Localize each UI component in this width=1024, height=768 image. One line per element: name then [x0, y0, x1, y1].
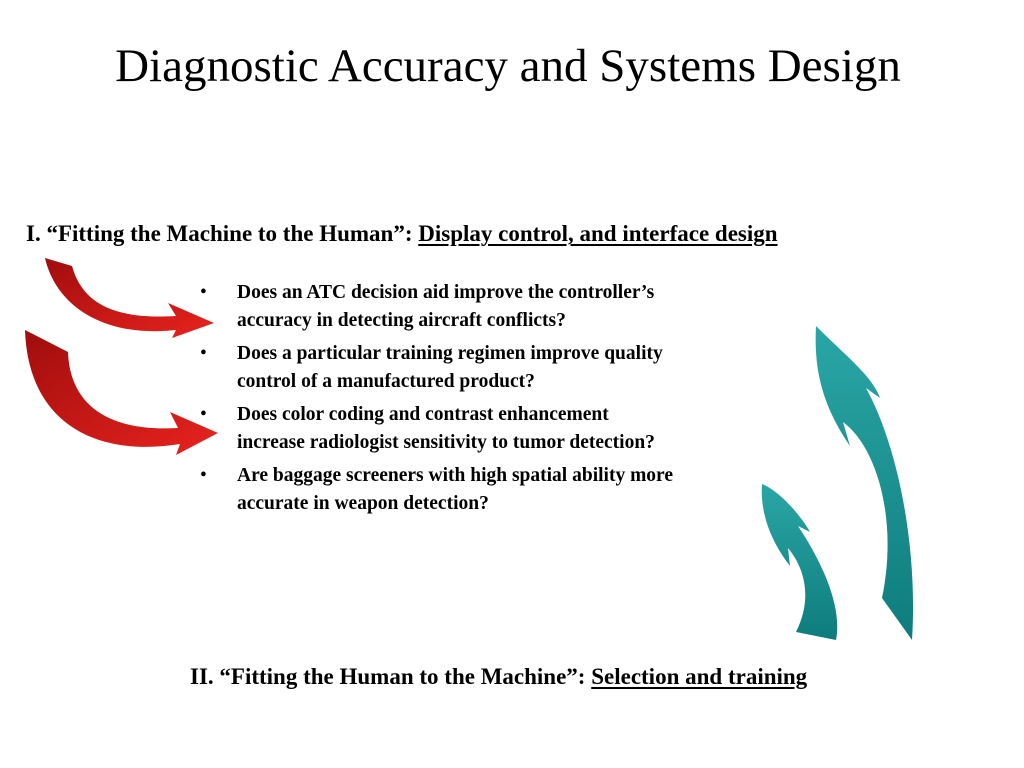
bullet-line: accurate in weapon detection? — [237, 493, 489, 514]
slide-title: Diagnostic Accuracy and Systems Design — [115, 40, 901, 92]
section-one-topic: Display control, and interface design — [418, 221, 778, 246]
list-item — [200, 279, 820, 335]
bullet-line: Are baggage screeners with high spatial ability more — [237, 465, 674, 486]
section-one-prefix: I. “Fitting the Machine to the Human”: — [26, 221, 419, 246]
bullet-line: Does a particular training regimen improve quality — [237, 343, 663, 364]
list-item — [200, 340, 820, 396]
bullet-line: increase radiologist sensitivity to tumor detection? — [237, 432, 655, 453]
bullet-line: control of a manufactured product? — [237, 371, 535, 392]
bullet-icon: • — [200, 282, 207, 303]
list-item — [200, 401, 820, 457]
curved-arrow-icon — [25, 330, 218, 455]
bullet-line: Does an ATC decision aid improve the controller’s — [237, 282, 655, 303]
section-two-heading — [190, 661, 990, 693]
bullet-line: accuracy in detecting aircraft conflicts? — [237, 310, 566, 331]
bullet-icon: • — [200, 343, 207, 364]
section-two-topic: Selection and training — [591, 664, 808, 689]
bullet-icon: • — [200, 404, 207, 425]
bullet-icon: • — [200, 465, 207, 486]
curved-arrow-icon — [45, 258, 214, 338]
bullet-line: Does color coding and contrast enhancement — [237, 404, 609, 425]
list-item — [200, 462, 820, 518]
section-two-prefix: II. “Fitting the Human to the Machine”: — [190, 664, 592, 689]
question-list — [200, 279, 820, 523]
